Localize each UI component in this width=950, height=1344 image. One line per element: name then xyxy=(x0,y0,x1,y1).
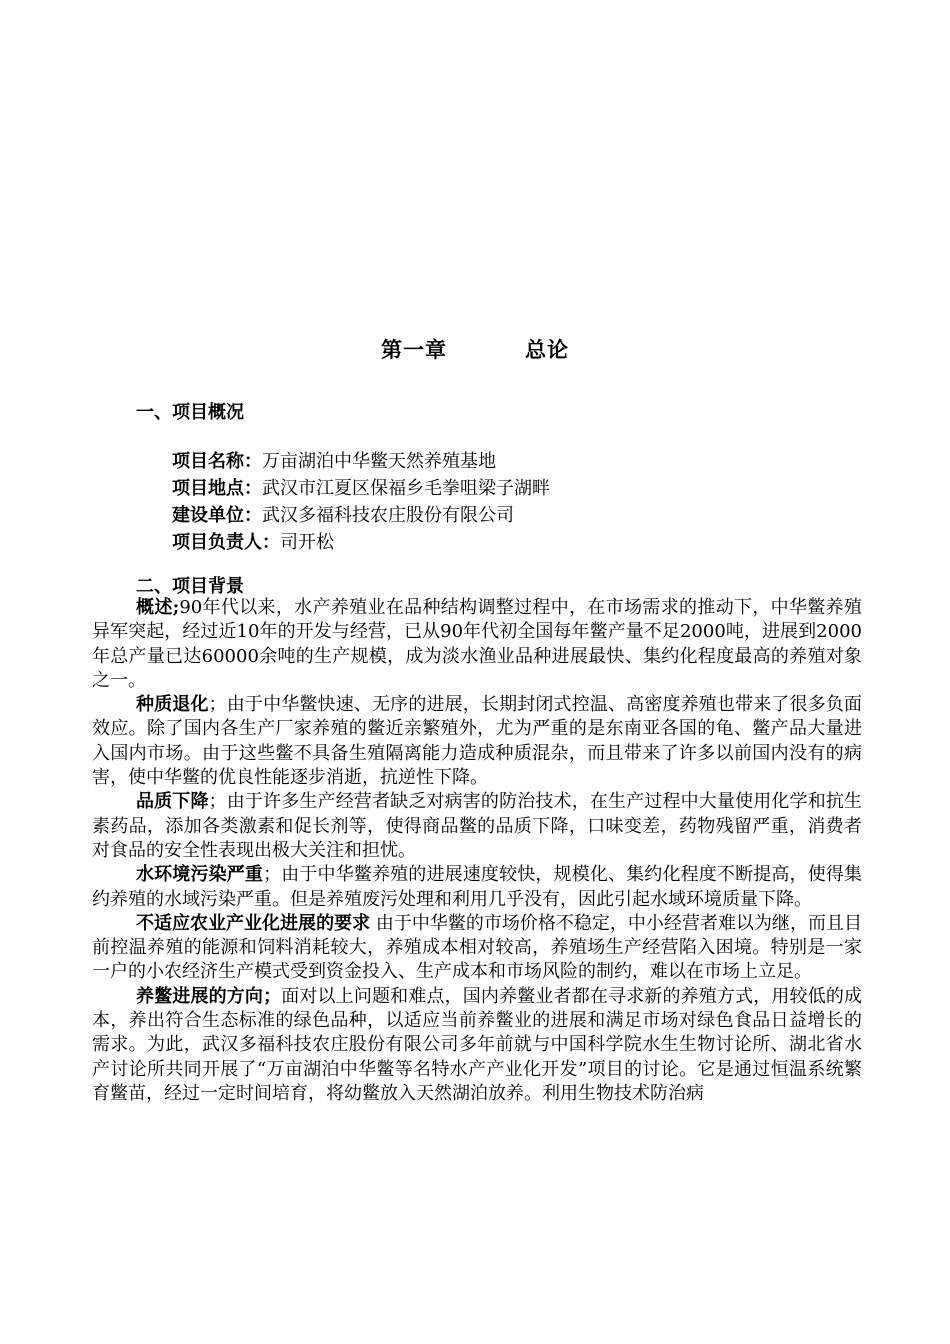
paragraph-text: ；由于许多生产经营者缺乏对病害的防治技术，在生产过程中大量使用化学和抗生素药品，添加各类激素和促长剂等，使得商品鳖的品质下降，口味变差，药物残留严重，消费者对食品的安全性表现出极大关注和担忧。 xyxy=(92,791,863,861)
paragraph-text: 面对以上问题和难点，国内养鳖业者都在寻求新的养殖方式，用较低的成本，养出符合生态标准的绿色品种，以适应当前养鳖业的进展和满足市场对绿色食品日益增长的需求。为此，武汉多福科技农庄股份有限公司多年前就与中国科学院水生生物讨论所、湖北省水产讨论所共同开展了“万亩湖泊中华鳖等名特水产产业化开发”项目的讨论。它是通过恒温系统繁育鳖苗，经过一定时间培育，将幼鳖放入天然湖泊放养。利用生物技术防治病 xyxy=(92,985,862,1104)
paragraph-quality xyxy=(92,790,862,863)
project-info-list xyxy=(172,448,550,556)
paragraph-pollution xyxy=(92,863,862,912)
paragraph-term: 种质退化 xyxy=(136,694,209,716)
info-row-name xyxy=(172,448,550,475)
info-value: 武汉多福科技农庄股份有限公司 xyxy=(262,505,514,526)
paragraph-term: 养鳖进展的方向； xyxy=(136,985,282,1007)
chapter-title xyxy=(0,334,950,364)
paragraph-term: 概述; xyxy=(136,597,180,618)
paragraph-term: 品质下降 xyxy=(136,791,209,813)
info-row-manager xyxy=(172,529,550,556)
info-row-builder xyxy=(172,502,550,529)
paragraph-text: 由于中华鳖的市场价格不稳定，中小经营者难以为继，而且目前控温养殖的能源和饲料消耗较大，养殖成本相对较高，养殖场生产经营陷入困境。特别是一家一户的小农经济生产模式受到资金投入、生产成本和市场风险的制约，难以在市场上立足。 xyxy=(92,912,862,983)
paragraph-text: 90年代以来，水产养殖业在品种结构调整过程中，在市场需求的推动下，中华鳖养殖异军突起，经过近10年的开发与经营，已从90年代初全国每年鳖产量不足2000吨，进展到2000年总产量已达60000余吨的生产规模，成为淡水渔业品种进展最快、集约化程度最高的养殖对象之一。 xyxy=(92,597,862,691)
paragraph-overview xyxy=(92,596,862,693)
paragraph-direction xyxy=(92,985,862,1106)
paragraph-text: ；由于中华鳖快速、无序的进展，长期封闭式控温、高密度养殖也带来了很多负面效应。除了国内各生产厂家养殖的鳖近亲繁殖外，尤为严重的是东南亚各国的龟、鳖产品大量进入国内市场。由于这些鳖不具备生殖隔离能力造成种质混杂，而且带来了许多以前国内没有的病害，使中华鳖的优良性能逐步消逝，抗逆性下降。 xyxy=(92,694,863,789)
info-label: 项目负责人： xyxy=(172,532,280,553)
section-heading-background: 二、项目背景 xyxy=(136,576,244,597)
paragraph-industrialization xyxy=(92,912,862,985)
info-label: 建设单位： xyxy=(172,505,262,526)
info-row-location xyxy=(172,475,550,502)
section-heading-overview: 一、项目概况 xyxy=(136,402,244,423)
paragraph-term: 不适应农业产业化进展的要求 xyxy=(136,912,371,934)
paragraph-text: ；由于中华鳖养殖的进展速度较快，规模化、集约化程度不断提高，使得集约养殖的水域污染严重。但是养殖废污处理和利用几乎没有，因此引起水域环境质量下降。 xyxy=(92,864,862,910)
info-value: 司开松 xyxy=(280,532,334,553)
info-label: 项目地点： xyxy=(172,478,262,499)
chapter-name: 总论 xyxy=(525,337,569,362)
paragraph-degradation xyxy=(92,693,862,790)
chapter-label: 第一章 xyxy=(381,337,447,362)
info-label: 项目名称： xyxy=(172,451,262,472)
info-value: 武汉市江夏区保福乡毛拳咀梁子湖畔 xyxy=(262,478,550,499)
paragraph-term: 水环境污染严重 xyxy=(136,864,264,886)
background-body xyxy=(92,596,862,1106)
info-value: 万亩湖泊中华鳖天然养殖基地 xyxy=(262,451,496,472)
